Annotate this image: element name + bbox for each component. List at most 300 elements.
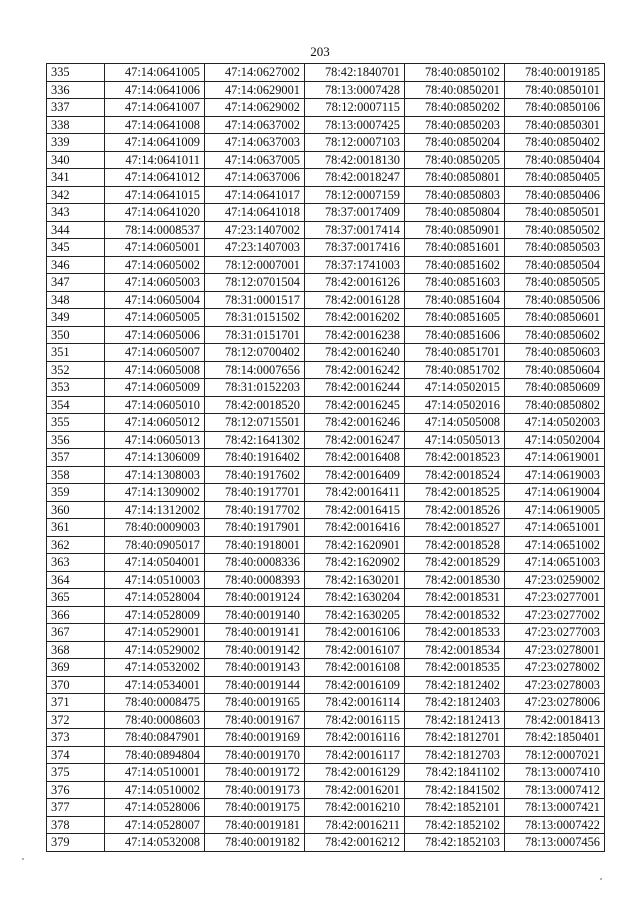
cadastral-number-cell: 47:14:0629001 [205, 81, 305, 99]
cadastral-number-cell: 47:14:0605013 [105, 431, 205, 449]
cadastral-number-cell: 47:14:0528009 [105, 606, 205, 624]
cadastral-number-cell: 47:14:0505008 [405, 414, 505, 432]
cadastral-number-cell: 47:14:0605012 [105, 414, 205, 432]
cadastral-number-cell: 47:23:0278002 [505, 659, 605, 677]
table-row [47, 449, 605, 467]
cadastral-number-cell: 47:23:0278003 [505, 676, 605, 694]
cadastral-number-cell: 78:42:0016244 [305, 379, 405, 397]
cadastral-number-cell: 78:40:0019181 [205, 816, 305, 834]
cadastral-number-cell: 78:40:1917702 [205, 501, 305, 519]
cadastral-number-cell: 78:40:0851606 [405, 326, 505, 344]
cadastral-number-cell: 47:14:0619004 [505, 484, 605, 502]
cadastral-number-cell: 78:42:0018247 [305, 169, 405, 187]
cadastral-number-cell: 78:42:0016247 [305, 431, 405, 449]
cadastral-number-cell: 78:40:0850406 [505, 186, 605, 204]
row-number-cell: 353 [47, 379, 105, 397]
cadastral-number-cell: 47:14:0605004 [105, 291, 205, 309]
cadastral-number-cell: 78:40:0850502 [505, 221, 605, 239]
cadastral-number-cell: 78:40:0850505 [505, 274, 605, 292]
cadastral-number-cell: 78:13:0007425 [305, 116, 405, 134]
cadastral-number-cell: 78:31:0152203 [205, 379, 305, 397]
cadastral-number-cell: 78:40:0850801 [405, 169, 505, 187]
cadastral-number-cell: 78:42:0016409 [305, 466, 405, 484]
cadastral-number-cell: 78:42:0016211 [305, 816, 405, 834]
table-row [47, 694, 605, 712]
cadastral-number-cell: 78:40:0850501 [505, 204, 605, 222]
cadastral-number-cell: 47:14:0641015 [105, 186, 205, 204]
table-row [47, 466, 605, 484]
cadastral-number-cell: 78:42:1841502 [405, 781, 505, 799]
row-number-cell: 360 [47, 501, 105, 519]
cadastral-number-cell: 47:14:0637005 [205, 151, 305, 169]
cadastral-number-cell: 78:42:0018532 [405, 606, 505, 624]
table-row [47, 641, 605, 659]
table-row [47, 589, 605, 607]
cadastral-number-cell: 47:14:0637006 [205, 169, 305, 187]
cadastral-number-cell: 47:14:0605002 [105, 256, 205, 274]
cadastral-number-cell: 78:12:0701504 [205, 274, 305, 292]
row-number-cell: 371 [47, 694, 105, 712]
cadastral-number-cell: 78:40:0019144 [205, 676, 305, 694]
table-row [47, 64, 605, 82]
cadastral-number-cell: 78:42:0018527 [405, 519, 505, 537]
cadastral-number-cell: 78:42:0016246 [305, 414, 405, 432]
table-row [47, 834, 605, 852]
cadastral-number-cell: 47:14:0534001 [105, 676, 205, 694]
table-row [47, 519, 605, 537]
table-row [47, 414, 605, 432]
cadastral-number-cell: 78:40:0019143 [205, 659, 305, 677]
row-number-cell: 357 [47, 449, 105, 467]
cadastral-number-cell: 47:23:1407003 [205, 239, 305, 257]
cadastral-number-cell: 78:40:0019165 [205, 694, 305, 712]
table-row [47, 204, 605, 222]
row-number-cell: 344 [47, 221, 105, 239]
cadastral-number-cell: 78:40:0850803 [405, 186, 505, 204]
cadastral-number-cell: 78:42:0018520 [205, 396, 305, 414]
cadastral-number-cell: 78:40:0850901 [405, 221, 505, 239]
cadastral-number-cell: 78:40:0850802 [505, 396, 605, 414]
cadastral-number-cell: 47:14:0627002 [205, 64, 305, 82]
cadastral-number-cell: 47:14:0528004 [105, 589, 205, 607]
table-row [47, 799, 605, 817]
row-number-cell: 368 [47, 641, 105, 659]
cadastral-number-cell: 78:42:0016202 [305, 309, 405, 327]
cadastral-number-cell: 78:42:1812403 [405, 694, 505, 712]
cadastral-number-cell: 78:40:0850301 [505, 116, 605, 134]
cadastral-number-cell: 78:37:1741003 [305, 256, 405, 274]
row-number-cell: 345 [47, 239, 105, 257]
cadastral-number-cell: 78:12:0715501 [205, 414, 305, 432]
table-row [47, 729, 605, 747]
cadastral-number-cell: 78:40:0850202 [405, 99, 505, 117]
cadastral-number-cell: 78:42:1841102 [405, 764, 505, 782]
cadastral-number-cell: 47:23:0259002 [505, 571, 605, 589]
cadastral-number-cell: 78:42:0018524 [405, 466, 505, 484]
cadastral-number-cell: 47:23:0278001 [505, 641, 605, 659]
cadastral-number-cell: 78:42:1641302 [205, 431, 305, 449]
cadastral-number-cell: 78:42:0016210 [305, 799, 405, 817]
cadastral-number-table [46, 63, 605, 852]
cadastral-number-cell: 78:40:1918001 [205, 536, 305, 554]
cadastral-number-cell: 78:40:0850402 [505, 134, 605, 152]
cadastral-number-cell: 78:42:0016128 [305, 291, 405, 309]
table-row [47, 484, 605, 502]
cadastral-number-cell: 47:14:0529002 [105, 641, 205, 659]
row-number-cell: 339 [47, 134, 105, 152]
table-row [47, 116, 605, 134]
cadastral-number-cell: 78:42:0018529 [405, 554, 505, 572]
cadastral-number-cell: 78:13:0007422 [505, 816, 605, 834]
cadastral-number-cell: 78:40:0850203 [405, 116, 505, 134]
cadastral-number-cell: 78:40:0905017 [105, 536, 205, 554]
row-number-cell: 352 [47, 361, 105, 379]
cadastral-number-cell: 78:40:0850102 [405, 64, 505, 82]
cadastral-number-cell: 78:40:0009003 [105, 519, 205, 537]
cadastral-number-cell: 78:40:1917901 [205, 519, 305, 537]
table-row [47, 186, 605, 204]
cadastral-number-cell: 78:42:1852103 [405, 834, 505, 852]
cadastral-number-cell: 78:42:0016415 [305, 501, 405, 519]
cadastral-number-cell: 78:40:0850604 [505, 361, 605, 379]
row-number-cell: 364 [47, 571, 105, 589]
cadastral-number-cell: 78:42:0018531 [405, 589, 505, 607]
cadastral-number-cell: 78:12:0007115 [305, 99, 405, 117]
cadastral-number-cell: 47:14:0532008 [105, 834, 205, 852]
cadastral-number-cell: 47:14:0641020 [105, 204, 205, 222]
cadastral-number-cell: 78:42:1630205 [305, 606, 405, 624]
cadastral-number-cell: 78:40:0019175 [205, 799, 305, 817]
table-row [47, 676, 605, 694]
row-number-cell: 341 [47, 169, 105, 187]
table-row [47, 256, 605, 274]
scan-speck [22, 858, 24, 860]
cadastral-number-cell: 47:23:1407002 [205, 221, 305, 239]
cadastral-number-cell: 78:37:0017416 [305, 239, 405, 257]
table-row [47, 554, 605, 572]
table-row [47, 274, 605, 292]
cadastral-number-cell: 47:14:0505013 [405, 431, 505, 449]
cadastral-number-cell: 78:42:0016238 [305, 326, 405, 344]
cadastral-number-cell: 47:14:0629002 [205, 99, 305, 117]
cadastral-number-cell: 78:42:1630201 [305, 571, 405, 589]
cadastral-number-cell: 78:40:0851603 [405, 274, 505, 292]
cadastral-number-cell: 47:23:0278006 [505, 694, 605, 712]
row-number-cell: 343 [47, 204, 105, 222]
cadastral-number-cell: 78:12:0007159 [305, 186, 405, 204]
cadastral-number-cell: 47:14:0641008 [105, 116, 205, 134]
cadastral-number-cell: 78:40:0850609 [505, 379, 605, 397]
cadastral-number-cell: 78:31:0151701 [205, 326, 305, 344]
cadastral-number-cell: 78:42:0018130 [305, 151, 405, 169]
table-row [47, 309, 605, 327]
table-row [47, 99, 605, 117]
table-row [47, 746, 605, 764]
cadastral-number-cell: 78:40:0850602 [505, 326, 605, 344]
row-number-cell: 359 [47, 484, 105, 502]
table-row [47, 764, 605, 782]
row-number-cell: 337 [47, 99, 105, 117]
cadastral-number-cell: 47:14:0641005 [105, 64, 205, 82]
page-number: 203 [310, 44, 330, 59]
cadastral-number-cell: 78:42:0018413 [505, 711, 605, 729]
cadastral-number-cell: 47:14:0605006 [105, 326, 205, 344]
cadastral-number-cell: 47:14:0529001 [105, 624, 205, 642]
table-row [47, 606, 605, 624]
scan-speck [600, 878, 602, 880]
cadastral-number-cell: 47:14:1312002 [105, 501, 205, 519]
cadastral-number-cell: 78:12:0007001 [205, 256, 305, 274]
cadastral-number-cell: 78:40:0019185 [505, 64, 605, 82]
cadastral-number-cell: 78:42:1620901 [305, 536, 405, 554]
table-row [47, 781, 605, 799]
cadastral-number-cell: 78:42:0018533 [405, 624, 505, 642]
row-number-cell: 349 [47, 309, 105, 327]
cadastral-number-cell: 78:42:1812703 [405, 746, 505, 764]
cadastral-number-cell: 47:14:0641011 [105, 151, 205, 169]
row-number-cell: 354 [47, 396, 105, 414]
cadastral-number-cell: 78:42:0016129 [305, 764, 405, 782]
cadastral-number-cell: 78:40:0850601 [505, 309, 605, 327]
cadastral-number-cell: 78:13:0007428 [305, 81, 405, 99]
cadastral-number-cell: 78:42:0016240 [305, 344, 405, 362]
row-number-cell: 365 [47, 589, 105, 607]
cadastral-number-cell: 78:40:0850506 [505, 291, 605, 309]
cadastral-number-cell: 78:42:1852101 [405, 799, 505, 817]
cadastral-number-cell: 47:14:1306009 [105, 449, 205, 467]
cadastral-number-cell: 78:13:0007412 [505, 781, 605, 799]
cadastral-number-cell: 47:14:0510002 [105, 781, 205, 799]
row-number-cell: 350 [47, 326, 105, 344]
row-number-cell: 351 [47, 344, 105, 362]
row-number-cell: 346 [47, 256, 105, 274]
row-number-cell: 335 [47, 64, 105, 82]
cadastral-number-cell: 78:40:0847901 [105, 729, 205, 747]
cadastral-number-cell: 78:42:1620902 [305, 554, 405, 572]
cadastral-number-cell: 78:40:0850106 [505, 99, 605, 117]
cadastral-number-cell: 47:14:0532002 [105, 659, 205, 677]
cadastral-number-cell: 47:14:0605005 [105, 309, 205, 327]
cadastral-number-cell: 78:40:0850101 [505, 81, 605, 99]
table-row [47, 221, 605, 239]
row-number-cell: 374 [47, 746, 105, 764]
cadastral-number-cell: 78:42:0018534 [405, 641, 505, 659]
cadastral-number-cell: 78:40:0019172 [205, 764, 305, 782]
cadastral-number-cell: 47:14:0641009 [105, 134, 205, 152]
row-number-cell: 342 [47, 186, 105, 204]
cadastral-number-cell: 47:14:0605009 [105, 379, 205, 397]
cadastral-number-cell: 47:14:1308003 [105, 466, 205, 484]
cadastral-number-cell: 78:40:0850603 [505, 344, 605, 362]
cadastral-number-cell: 78:40:1917701 [205, 484, 305, 502]
cadastral-number-cell: 78:40:0850201 [405, 81, 505, 99]
cadastral-number-cell: 47:14:0619001 [505, 449, 605, 467]
cadastral-number-cell: 78:42:0018523 [405, 449, 505, 467]
cadastral-number-cell: 78:13:0007410 [505, 764, 605, 782]
cadastral-number-cell: 47:14:0637003 [205, 134, 305, 152]
cadastral-number-cell: 78:14:0008537 [105, 221, 205, 239]
cadastral-number-cell: 78:12:0007103 [305, 134, 405, 152]
table-row [47, 536, 605, 554]
cadastral-number-cell: 47:14:0502016 [405, 396, 505, 414]
cadastral-number-cell: 78:42:0016212 [305, 834, 405, 852]
cadastral-number-cell: 78:40:0851604 [405, 291, 505, 309]
table-row [47, 431, 605, 449]
cadastral-number-cell: 47:14:0605007 [105, 344, 205, 362]
row-number-cell: 361 [47, 519, 105, 537]
cadastral-number-cell: 47:14:0637002 [205, 116, 305, 134]
table-row [47, 344, 605, 362]
cadastral-number-cell: 47:14:0619003 [505, 466, 605, 484]
cadastral-number-cell: 47:14:0528007 [105, 816, 205, 834]
cadastral-number-cell: 78:42:0018525 [405, 484, 505, 502]
cadastral-number-cell: 78:42:1812402 [405, 676, 505, 694]
row-number-cell: 367 [47, 624, 105, 642]
cadastral-number-cell: 78:40:0851702 [405, 361, 505, 379]
table-row [47, 501, 605, 519]
cadastral-number-cell: 47:14:0605001 [105, 239, 205, 257]
cadastral-number-cell: 78:42:0018526 [405, 501, 505, 519]
cadastral-number-cell: 78:42:0016245 [305, 396, 405, 414]
cadastral-number-cell: 78:40:0019182 [205, 834, 305, 852]
row-number-cell: 340 [47, 151, 105, 169]
row-number-cell: 363 [47, 554, 105, 572]
cadastral-number-cell: 78:40:0019124 [205, 589, 305, 607]
cadastral-number-cell: 78:12:0700402 [205, 344, 305, 362]
cadastral-number-cell: 78:40:1917602 [205, 466, 305, 484]
table-row [47, 396, 605, 414]
cadastral-number-cell: 47:14:0510001 [105, 764, 205, 782]
cadastral-number-cell: 47:14:0528006 [105, 799, 205, 817]
cadastral-number-cell: 78:12:0007021 [505, 746, 605, 764]
row-number-cell: 366 [47, 606, 105, 624]
table-row [47, 659, 605, 677]
cadastral-number-cell: 78:40:0850504 [505, 256, 605, 274]
cadastral-number-cell: 47:14:0641018 [205, 204, 305, 222]
cadastral-number-cell: 78:40:0850205 [405, 151, 505, 169]
cadastral-number-cell: 78:42:0016115 [305, 711, 405, 729]
cadastral-number-cell: 78:37:0017414 [305, 221, 405, 239]
cadastral-number-cell: 78:40:0019173 [205, 781, 305, 799]
cadastral-number-cell: 78:42:0016411 [305, 484, 405, 502]
cadastral-number-cell: 78:42:0016408 [305, 449, 405, 467]
cadastral-number-cell: 78:40:0019141 [205, 624, 305, 642]
cadastral-number-cell: 47:14:0651002 [505, 536, 605, 554]
cadastral-number-cell: 78:40:0008475 [105, 694, 205, 712]
cadastral-number-cell: 78:40:1916402 [205, 449, 305, 467]
cadastral-number-cell: 78:42:0016106 [305, 624, 405, 642]
row-number-cell: 375 [47, 764, 105, 782]
cadastral-number-cell: 78:42:0018528 [405, 536, 505, 554]
cadastral-number-cell: 78:31:0151502 [205, 309, 305, 327]
row-number-cell: 348 [47, 291, 105, 309]
cadastral-number-cell: 78:40:0008603 [105, 711, 205, 729]
cadastral-number-cell: 78:40:0851602 [405, 256, 505, 274]
row-number-cell: 347 [47, 274, 105, 292]
cadastral-number-cell: 78:42:1812701 [405, 729, 505, 747]
row-number-cell: 338 [47, 116, 105, 134]
table-row [47, 624, 605, 642]
cadastral-number-cell: 47:14:0605010 [105, 396, 205, 414]
row-number-cell: 373 [47, 729, 105, 747]
table-row [47, 151, 605, 169]
table-row [47, 571, 605, 589]
cadastral-number-cell: 78:42:0018530 [405, 571, 505, 589]
row-number-cell: 362 [47, 536, 105, 554]
cadastral-number-cell: 78:40:0850804 [405, 204, 505, 222]
cadastral-number-cell: 78:40:0851701 [405, 344, 505, 362]
cadastral-number-cell: 78:42:0016416 [305, 519, 405, 537]
cadastral-number-cell: 78:42:0016201 [305, 781, 405, 799]
table-row [47, 169, 605, 187]
row-number-cell: 370 [47, 676, 105, 694]
cadastral-number-cell: 78:42:1812413 [405, 711, 505, 729]
table-row [47, 379, 605, 397]
table-row [47, 711, 605, 729]
row-number-cell: 369 [47, 659, 105, 677]
cadastral-number-cell: 47:14:0651001 [505, 519, 605, 537]
cadastral-number-cell: 47:14:0502015 [405, 379, 505, 397]
cadastral-number-cell: 78:14:0007656 [205, 361, 305, 379]
cadastral-number-cell: 78:42:0016109 [305, 676, 405, 694]
cadastral-number-cell: 47:14:0605008 [105, 361, 205, 379]
cadastral-number-cell: 78:42:0016116 [305, 729, 405, 747]
cadastral-number-cell: 47:14:0641017 [205, 186, 305, 204]
row-number-cell: 372 [47, 711, 105, 729]
cadastral-number-cell: 78:42:0018535 [405, 659, 505, 677]
cadastral-number-cell: 78:40:0008336 [205, 554, 305, 572]
cadastral-number-cell: 78:40:0019167 [205, 711, 305, 729]
cadastral-number-cell: 78:40:0850404 [505, 151, 605, 169]
row-number-cell: 358 [47, 466, 105, 484]
cadastral-number-cell: 78:40:0019170 [205, 746, 305, 764]
cadastral-number-cell: 78:42:1630204 [305, 589, 405, 607]
row-number-cell: 378 [47, 816, 105, 834]
cadastral-number-cell: 78:40:0019142 [205, 641, 305, 659]
cadastral-number-cell: 47:23:0277003 [505, 624, 605, 642]
cadastral-number-cell: 78:42:0016126 [305, 274, 405, 292]
cadastral-number-cell: 78:40:0850204 [405, 134, 505, 152]
cadastral-number-cell: 78:42:1850401 [505, 729, 605, 747]
table-row [47, 291, 605, 309]
cadastral-number-cell: 78:40:0850503 [505, 239, 605, 257]
cadastral-number-cell: 47:23:0277002 [505, 606, 605, 624]
cadastral-number-cell: 78:40:0850405 [505, 169, 605, 187]
cadastral-number-cell: 78:42:0016107 [305, 641, 405, 659]
cadastral-number-cell: 78:37:0017409 [305, 204, 405, 222]
cadastral-number-cell: 78:40:0008393 [205, 571, 305, 589]
cadastral-number-cell: 47:14:0502004 [505, 431, 605, 449]
row-number-cell: 379 [47, 834, 105, 852]
cadastral-number-cell: 47:14:0641006 [105, 81, 205, 99]
cadastral-number-cell: 47:14:0641012 [105, 169, 205, 187]
cadastral-number-cell: 47:23:0277001 [505, 589, 605, 607]
cadastral-number-cell: 78:31:0001517 [205, 291, 305, 309]
cadastral-number-cell: 78:40:0019169 [205, 729, 305, 747]
table-row [47, 361, 605, 379]
cadastral-number-cell: 47:14:0651003 [505, 554, 605, 572]
cadastral-number-cell: 47:14:0641007 [105, 99, 205, 117]
row-number-cell: 355 [47, 414, 105, 432]
row-number-cell: 336 [47, 81, 105, 99]
row-number-cell: 376 [47, 781, 105, 799]
cadastral-number-cell: 47:14:0502003 [505, 414, 605, 432]
cadastral-number-cell: 47:14:0619005 [505, 501, 605, 519]
cadastral-number-cell: 78:42:0016114 [305, 694, 405, 712]
cadastral-number-cell: 78:42:1852102 [405, 816, 505, 834]
cadastral-number-cell: 78:40:0894804 [105, 746, 205, 764]
cadastral-number-cell: 78:42:1840701 [305, 64, 405, 82]
